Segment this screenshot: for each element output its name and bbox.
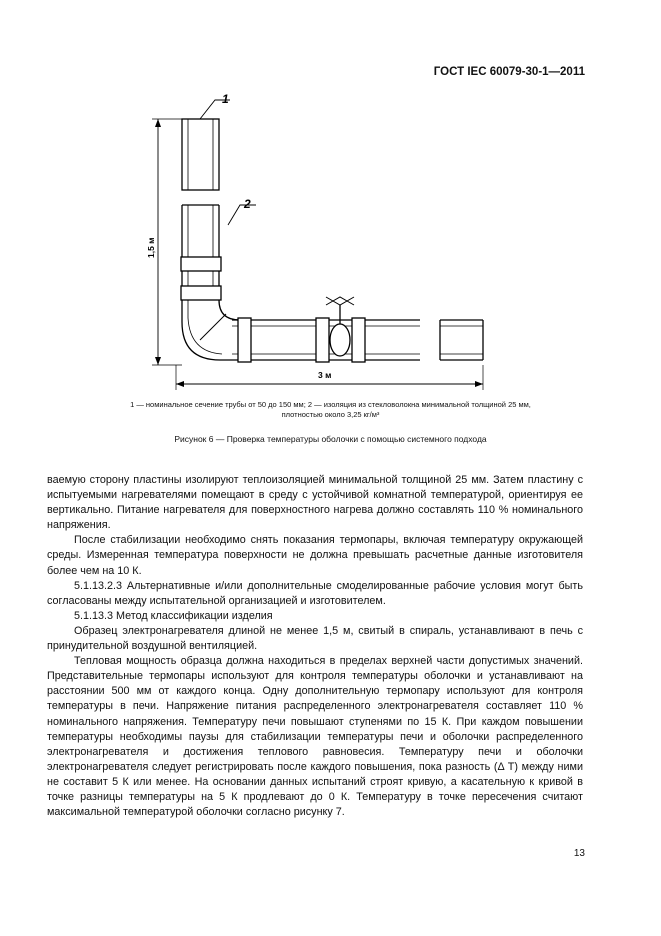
label-2: 2 xyxy=(244,197,251,211)
document-header: ГОСТ IEC 60079-30-1—2011 xyxy=(433,66,585,78)
paragraph: 5.1.13.2.3 Альтернативные и/или дополнительные смоделированные рабочие условия могут быть согласованы между испытательной организацией и изготовителем. xyxy=(47,579,583,607)
paragraph: Образец электронагревателя длиной не менее 1,5 м, свитый в спираль, устанавливают в печь с принудительной воздушной вентиляцией. xyxy=(47,624,583,653)
page-number: 13 xyxy=(573,848,585,859)
body-text xyxy=(47,473,583,820)
paragraph: ваемую сторону пластины изолируют теплоизоляцией минимальной толщиной 25 мм. Затем пластину с испытуемыми нагревателями помещают в среду с устойчивой комнатной температурой, ориентируя ее вертикально. Питание нагревателя для поверхностного нагрева должно составлять 110 % номинального напряжения. xyxy=(47,474,583,532)
section-heading: 5.1.13.3 Метод классификации изделия xyxy=(74,609,273,622)
label-1: 1 xyxy=(222,92,229,106)
paragraph: После стабилизации необходимо снять показания термопары, включая температуру окружающей среды. Измеренная температура поверхности не должна превышать расчетные данные изготовителя более чем на 10 К. xyxy=(47,534,583,577)
figure-caption: Рисунок 6 — Проверка температуры оболочки с помощью системного подхода xyxy=(174,434,487,444)
figure-legend-line-2: плотностью около 3,25 кг/м³ xyxy=(281,410,380,419)
figure-legend-line-1: 1 — номинальное сечение трубы от 50 до 150 мм; 2 — изоляция из стекловолокна минимальной толщиной 25 мм, xyxy=(130,400,531,409)
paragraph: Тепловая мощность образца должна находиться в пределах верхней части допустимых значений. Представительные термопары используют для контроля температуры оболочки и устанавливают на расстоянии 500 мм от каждого конца. Одну дополнительную термопару используют для контроля температуры в печи. Напряжение питания распределенного электронагревателя составляет 110 % номинального напряжения. Температуру печи повышают ступенями по 15 К. При каждом повышении температуры необходимы паузы для стабилизации температуры печи и оболочки распределенного электронагревателя и достижения теплового равновесия. Температуру печи и оболочки электронагревателя следует регистрировать после каждого повышения, пока разность (Δ T) между ними не составит 5 К или менее. На основании данных испытаний строят кривую, а касательную к кривой в точке разницы температуры на 5 К продлевают до 0 К. Температуру в точке пересечения считают максимальной температурой оболочки согласно рисунку 7. xyxy=(47,655,583,819)
dimension-horizontal-label: 3 м xyxy=(318,370,332,380)
pipe-test-diagram xyxy=(0,0,661,400)
dimension-vertical-label: 1,5 м xyxy=(146,237,156,258)
